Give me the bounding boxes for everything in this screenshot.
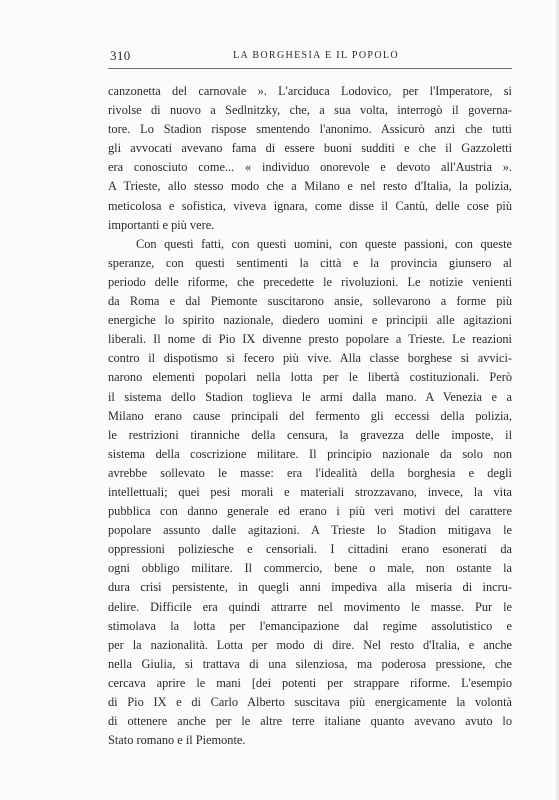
text-line: energiche lo spirito nazionale, diedero uomini e principii alle agitazioni [108,313,512,328]
header-rule [108,68,512,69]
text-line: dura crisi persistente, in quegli anni impediva alla miseria di incru- [108,580,512,595]
text-line: periodo delle riforme, che precedette le rivoluzioni. Le notizie venienti [108,274,512,289]
text-line: A Trieste, allo stesso modo che a Milano e nel resto d'Italia, la polizia, [108,179,512,194]
text-line: rivolse di nuovo a Sedlnitzky, che, a sua volta, interrogò il governa- [108,103,512,118]
text-line: era conosciuto come... « individuo onorevole e devoto all'Austria ». [108,160,512,175]
text-line: sistema della coscrizione militare. Il principio nazionale da solo non [108,446,512,461]
text-line: Milano erano cause principali del fermento gli eccessi della polizia, [108,408,512,423]
text-line: tore. Lo Stadion rispose smentendo l'anonimo. Assicurò anzi che tutti [108,122,512,137]
text-line: meticolosa e sofistica, viveva ignara, come disse il Cantù, delle cose più [108,198,512,213]
paragraph-end-line: Stato romano e il Piemonte. [108,733,246,748]
paragraph-start-line: Con questi fatti, con questi uomini, con queste passioni, con queste [136,236,512,251]
text-line: le restrizioni tiranniche della censura, la gravezza delle imposte, il [108,427,512,442]
text-line: nella Giulia, si trattava di una silenziosa, ma poderosa pressione, che [108,656,512,671]
text-line: canzonetta del carnovale ». L'arciduca Lodovico, per l'Imperatore, si [108,84,512,98]
text-line: liberali. Il nome di Pio IX divenne presto popolare a Trieste. Le reazioni [108,332,512,347]
text-line: di ottenere anche per le altre terre italiane quanto avevano avuto lo [108,714,512,729]
text-line: il sistema dello Stadion toglieva le armi dalla mano. A Venezia e a [108,389,512,404]
page-number: 310 [110,48,131,63]
text-line: avrebbe sollevato le masse: era l'idealità della borghesia e degli [108,465,512,480]
text-line: pubblica con danno generale ed erano i più veri motivi del carattere [108,504,512,519]
text-line: stimolava la lotta per l'emancipazione dal regime assolutistico e [108,618,512,633]
text-line: narono elementi popolari nella lotta per le libertà costituzionali. Però [108,370,512,385]
paragraph-end-line: importanti e più vere. [108,217,215,232]
text-line: da Roma e dal Piemonte suscitarono ansie, sollevarono a forme più [108,294,512,309]
running-head: LA BORGHESIA E IL POPOLO [233,50,399,61]
page-header [108,46,512,66]
text-line: ogni obbligo militare. Il commercio, bene o male, non ostante la [108,561,512,576]
text-line: contro il dispotismo si fecero più vive. Alla classe borghese si avvici- [108,351,512,366]
text-line: speranze, con questi sentimenti la città e la provincia giunsero al [108,255,512,270]
text-line: di Pio IX e di Carlo Alberto suscitava più energicamente la volontà [108,695,512,709]
body-text [108,82,512,750]
text-line: popolare assunto dalle agitazioni. A Trieste lo Stadion mitigava le [108,523,512,538]
text-line: oppressioni poliziesche e censoriali. I cittadini erano esonerati da [108,542,512,557]
text-line: per la nazionalità. Lotta per modo di dire. Nel resto d'Italia, e anche [108,637,512,652]
text-line: intellettuali; quei pesi morali e materiali strozzavano, invece, la vita [108,484,512,499]
text-line: gli avvocati avevano fama di essere buoni sudditi e che il Gazzoletti [108,141,512,156]
text-line: cercava aprire le mani [dei potenti per strappare riforme. L'esempio [108,675,512,690]
text-line: delire. Difficile era quindi attrarre nel movimento le masse. Pur le [108,599,512,614]
